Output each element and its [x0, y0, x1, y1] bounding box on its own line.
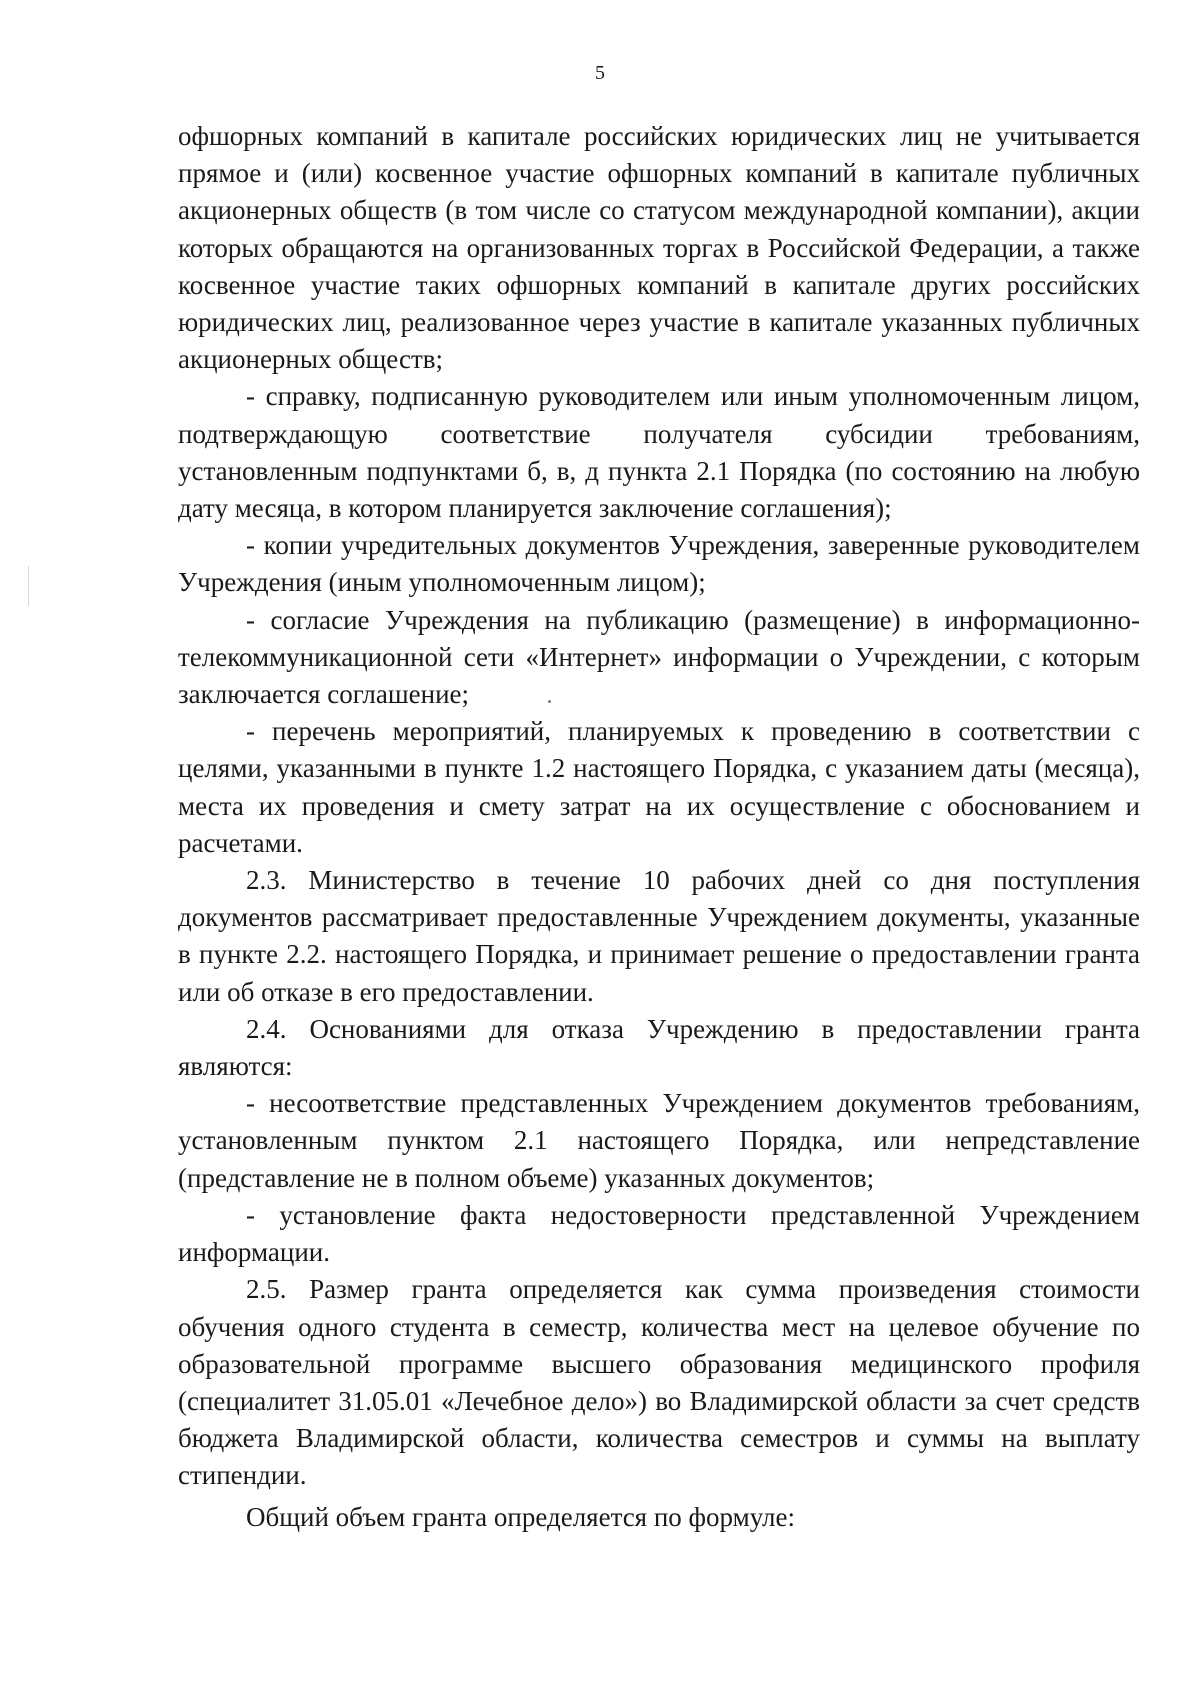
document-body — [178, 118, 1140, 1536]
paragraph-clause-2-3: 2.3. Министерство в течение 10 рабочих дней со дня поступления документов рассматривает предоставленные Учреждением документы, указанные в пункте 2.2. настоящего Порядка, и принимает решение о предоставлении гранта или об отказе в его предоставлении. — [178, 865, 1140, 1007]
scan-margin-mark — [28, 566, 29, 606]
page-number: 5 — [595, 62, 605, 84]
paragraph-offshore-continuation: офшорных компаний в капитале российских юридических лиц не учитывается прямое и (или) косвенное участие офшорных компаний в капитале публичных акционерных обществ (в том числе со статусом международной компании), акции которых обращаются на организованных торгах в Российской Федерации, а также косвенное участие таких офшорных компаний в капитале других российских юридических лиц, реализованное через участие в капитале указанных публичных акционерных обществ; — [178, 121, 1140, 375]
paragraph-clause-2-4: 2.4. Основаниями для отказа Учреждению в предоставлении гранта являются: — [178, 1013, 1140, 1082]
paragraph-refusal-inaccuracy: - установление факта недостоверности представленной Учреждением информации. — [178, 1199, 1140, 1268]
paragraph-formula-intro: Общий объем гранта определяется по формуле: — [246, 1501, 795, 1532]
paragraph-events-list: - перечень мероприятий, планируемых к проведению в соответствии с целями, указанными в пункте 1.2 настоящего Порядка, с указанием даты (месяца), места их проведения и смету затрат на их осуществление с обоснованием и расчетами. — [178, 716, 1140, 858]
paragraph-refusal-mismatch: - несоответствие представленных Учреждением документов требованиям, установленным пунктом 2.1 настоящего Порядка, или непредставление (представление не в полном объеме) указанных документов; — [178, 1088, 1140, 1193]
paragraph-clause-2-5: 2.5. Размер гранта определяется как сумма произведения стоимости обучения одного студента в семестр, количества мест на целевое обучение по образовательной программе высшего образования медицинского профиля (специалитет 31.05.01 «Лечебное дело») во Владимирской области за счет средств бюджета Владимирской области, количества семестров и суммы на выплату стипендии. — [178, 1274, 1140, 1491]
paragraph-publication-consent: - согласие Учреждения на публикацию (размещение) в информационно-телекоммуникационной сети «Интернет» информации о Учреждении, с которым заключается соглашение; — [178, 604, 1140, 710]
paragraph-founding-documents: - копии учредительных документов Учреждения, заверенные руководителем Учреждения (иным уполномоченным лицом); — [178, 530, 1140, 598]
paragraph-certificate: - справку, подписанную руководителем или иным уполномоченным лицом, подтверждающую соответствие получателя субсидии требованиям, установленным подпунктами б, в, д пункта 2.1 Порядка (по состоянию на любую дату месяца, в котором планируется заключение соглашения); — [178, 381, 1140, 524]
